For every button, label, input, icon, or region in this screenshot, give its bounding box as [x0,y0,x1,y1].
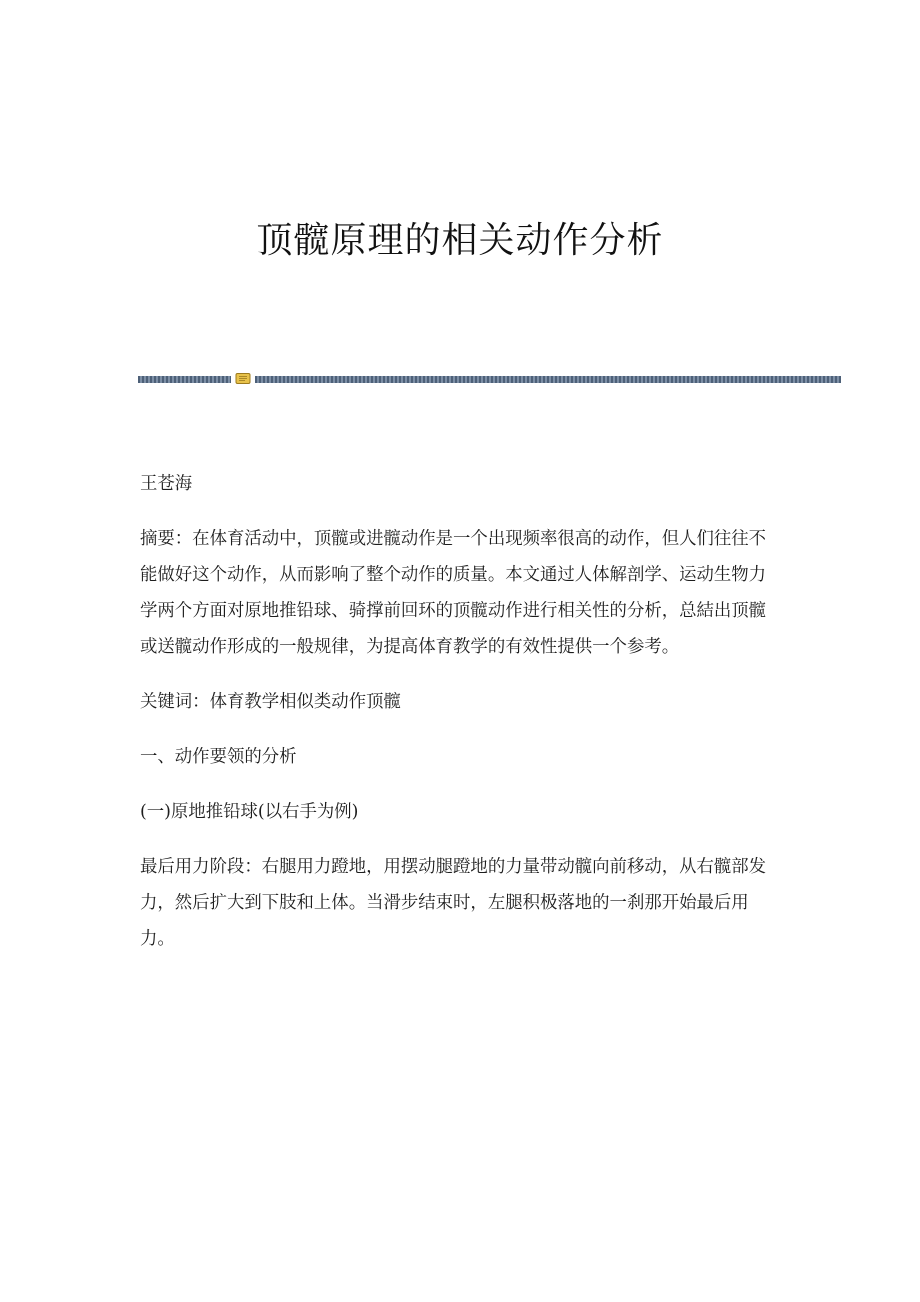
divider-bar-right [255,376,841,383]
author-line: 王苍海 [140,474,193,494]
subsection-heading: (一)原地推铅球(以右手为例) [140,802,359,822]
abstract-paragraph: 摘要：在体育活动中，顶髋或进髋动作是一个出现频率很高的动作，但人们往往不能做好这个动作，从而影响了整个动作的质量。本文通过人体解剖学、运动生物力学两个方面对原地推铅球、骑撑前回环的顶髋动作进行相关性的分析，总結出顶髋或送髋动作形成的一般规律，为提高体育教学的有效性提供一个参考。 [140,529,767,657]
section-heading: 一、动作要领的分析 [140,747,297,767]
page-title: 顶髋原理的相关动作分析 [256,220,664,261]
divider-bar-left [138,376,231,383]
keywords-paragraph: 关键词：体育教学相似类动作顶髋 [140,692,401,712]
divider-ornament-icon [235,372,251,385]
body-paragraph: 最后用力阶段：右腿用力蹬地，用摆动腿蹬地的力量带动髋向前移动，从右髋部发力，然后扩大到下肢和上体。当滑步结束时，左腿积极落地的一刹那开始最后用力。 [140,857,767,949]
article-body [140,466,772,976]
title-divider [138,372,841,386]
